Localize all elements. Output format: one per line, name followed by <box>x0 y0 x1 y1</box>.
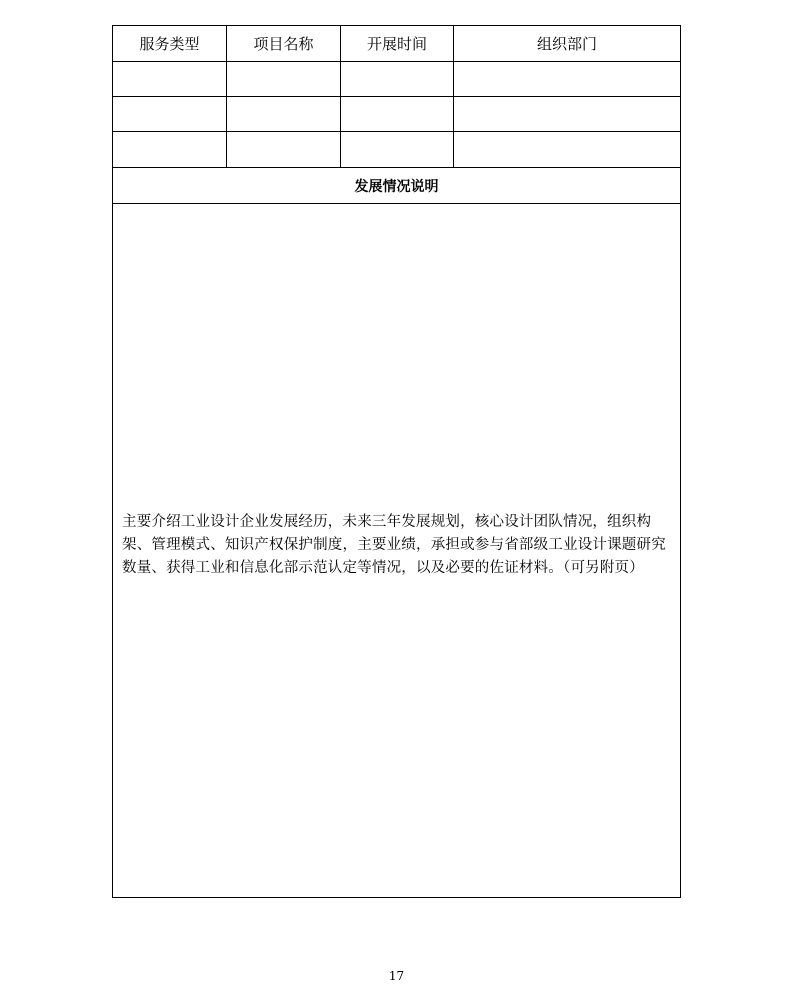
project-name-cell[interactable] <box>227 97 341 131</box>
instructions-text: 主要介绍工业设计企业发展经历，未来三年发展规划，核心设计团队情况，组织构架、管理模式、知识产权保护制度，主要业绩，承担或参与省部级工业设计课题研究数量、获得工业和信息化部示范认定等情况，以及必要的佐证材料。（可另附页） <box>122 514 666 576</box>
organizing-dept-cell[interactable] <box>454 97 680 131</box>
development-description-area[interactable] <box>113 204 680 897</box>
start-time-cell[interactable] <box>341 132 454 167</box>
project-name-cell[interactable] <box>227 62 341 96</box>
page-number: 17 <box>388 969 405 983</box>
header-project-name: 项目名称 <box>227 26 341 61</box>
section-header-row <box>113 168 680 204</box>
header-organizing-dept: 组织部门 <box>536 35 597 53</box>
table-row <box>113 97 680 132</box>
organizing-dept-cell[interactable] <box>454 62 680 96</box>
application-form-table <box>112 25 681 898</box>
section-title: 发展情况说明 <box>354 178 439 195</box>
service-type-cell[interactable] <box>113 132 227 167</box>
start-time-cell[interactable] <box>341 97 454 131</box>
table-header-row <box>113 26 680 62</box>
header-service-type: 服务类型 <box>113 26 227 61</box>
service-type-cell[interactable] <box>113 97 227 131</box>
header-start-time: 开展时间 <box>341 26 454 61</box>
start-time-cell[interactable] <box>341 62 454 96</box>
organizing-dept-cell[interactable] <box>454 132 680 167</box>
project-name-cell[interactable] <box>227 132 341 167</box>
table-row <box>113 132 680 168</box>
table-row <box>113 62 680 97</box>
service-type-cell[interactable] <box>113 62 227 96</box>
